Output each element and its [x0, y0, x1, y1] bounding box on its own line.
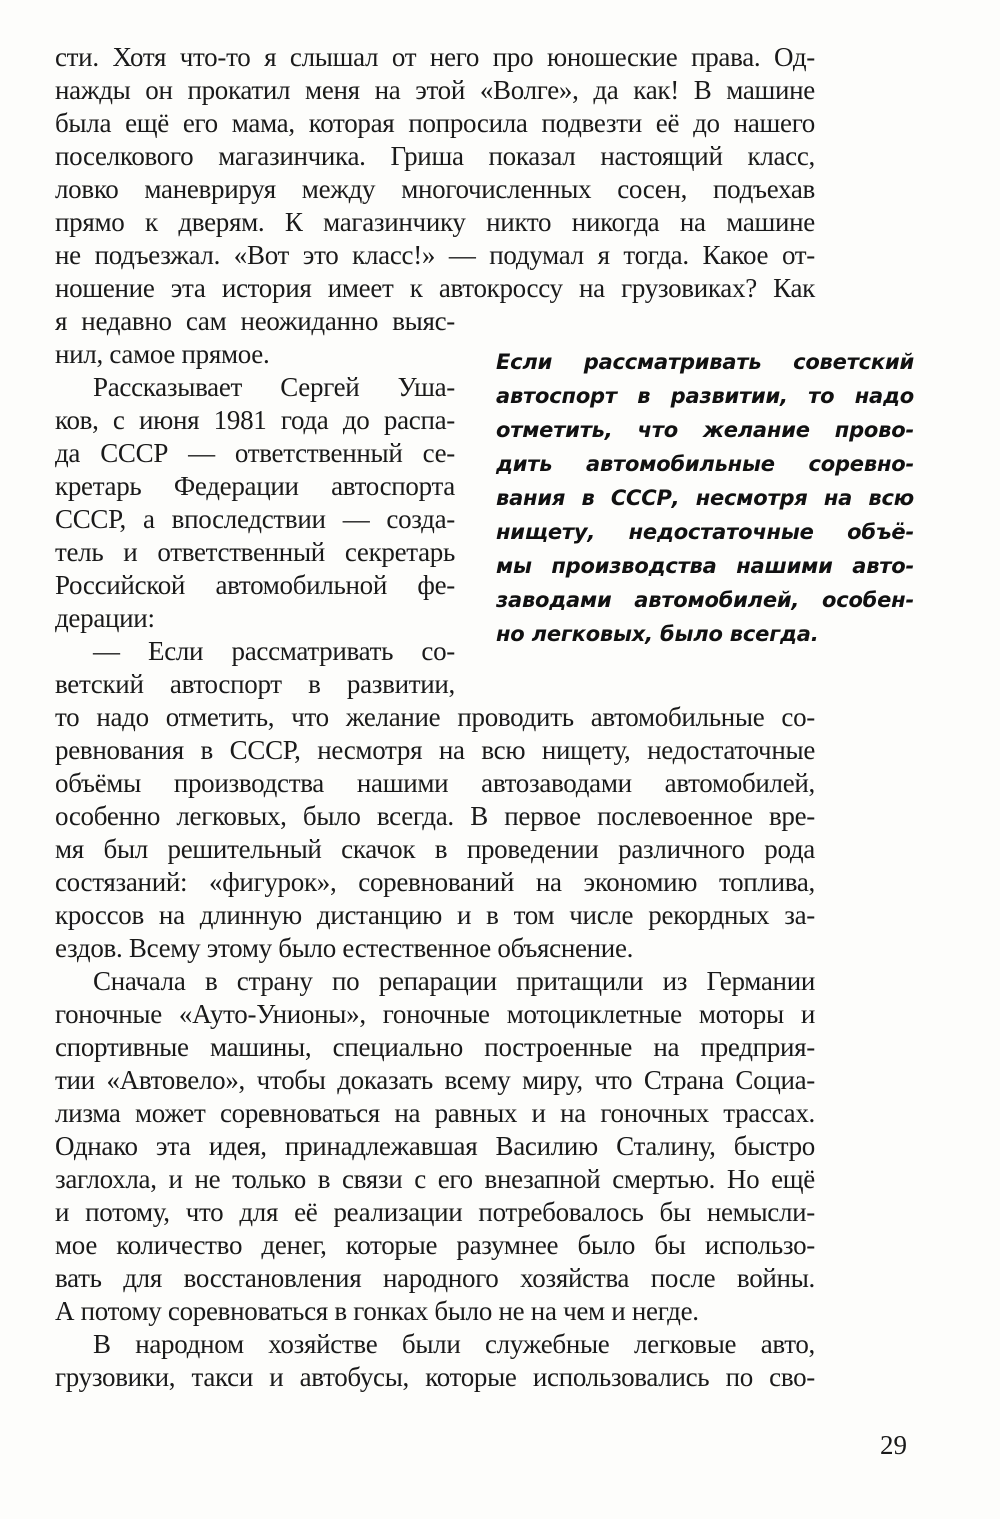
body-line: поселкового магазинчика. Гриша показал настоящий класс, — [55, 141, 815, 171]
pull-quote-line: автоспорт в развитии, то надо — [496, 384, 914, 408]
body-line: мое количество денег, которые разумнее было бы использо- — [55, 1230, 815, 1260]
body-line: и потому, что для её реализации потребовалось бы немысли- — [55, 1197, 815, 1227]
body-line: спортивные машины, специально построенные на предприя- — [55, 1032, 815, 1062]
body-line: особенно легковых, было всегда. В первое послевоенное вре- — [55, 801, 815, 831]
body-line: вать для восстановления народного хозяйства после войны. — [55, 1263, 815, 1293]
body-line: мя был решительный скачок в проведении различного рода — [55, 834, 815, 864]
body-line: — Если рассматривать со- — [93, 636, 455, 666]
body-line: гоночные «Ауто-Унионы», гоночные мотоциклетные моторы и — [55, 999, 815, 1029]
pull-quote-line: дить автомобильные соревно- — [496, 452, 914, 476]
body-line: кретарь Федерации автоспорта — [55, 471, 455, 501]
body-line: В народном хозяйстве были служебные легковые авто, — [93, 1329, 815, 1359]
body-line: Однако эта идея, принадлежавшая Василию Сталину, быстро — [55, 1131, 815, 1161]
body-line: я недавно сам неожиданно выяс- — [55, 306, 455, 336]
body-line: была ещё его мама, которая попросила подвезти её до нашего — [55, 108, 815, 138]
body-line: лизма может соревноваться на равных и на гоночных трассах. — [55, 1098, 815, 1128]
body-line: не подъезжал. «Вот это класс!» — подумал я тогда. Какое от- — [55, 240, 815, 270]
body-line: Рассказывает Сергей Ушa- — [93, 372, 455, 402]
pull-quote-line: нищету, недостаточные объё- — [496, 520, 914, 544]
body-line: кроссов на длинную дистанцию и в том числе рекордных за- — [55, 900, 815, 930]
body-line: Сначала в страну по репарации притащили из Германии — [93, 966, 815, 996]
body-line: ревнования в СССР, несмотря на всю нищету, недостаточные — [55, 735, 815, 765]
pull-quote-line: вания в СССР, несмотря на всю — [496, 486, 914, 510]
body-line: ветский автоспорт в развитии, — [55, 669, 455, 699]
body-line: ловко маневрируя между многочисленных сосен, подъехав — [55, 174, 815, 204]
body-line: грузовики, такси и автобусы, которые использовались по сво- — [55, 1362, 815, 1392]
pull-quote-line: заводами автомобилей, особен- — [496, 588, 914, 612]
body-line: заглохла, и не только в связи с его внезапной смертью. Но ещё — [55, 1164, 815, 1194]
pull-quote-line: но легковых, было всегда. — [496, 622, 819, 646]
pull-quote-line: мы производства нашими авто- — [496, 554, 914, 578]
body-line: то надо отметить, что желание проводить автомобильные со- — [55, 702, 815, 732]
body-line: нил, самое прямое. — [55, 339, 270, 369]
page-number: 29 — [880, 1430, 907, 1460]
body-line: СССР, а впоследствии — созда- — [55, 504, 455, 534]
body-line: сти. Хотя что-то я слышал от него про юношеские права. Од- — [55, 42, 815, 72]
body-line: тель и ответственный секретарь — [55, 537, 455, 567]
body-line: ков, с июня 1981 года до распа- — [55, 405, 455, 435]
body-line: прямо к дверям. К магазинчику никто никогда на машине — [55, 207, 815, 237]
body-line: А потому соревноваться в гонках было не на чем и негде. — [55, 1296, 699, 1326]
body-line: объёмы производства нашими автозаводами автомобилей, — [55, 768, 815, 798]
body-line: состязаний: «фигурок», соревнований на экономию топлива, — [55, 867, 815, 897]
body-line: тии «Автовело», чтобы доказать всему миру, что Страна Социа- — [55, 1065, 815, 1095]
body-line: нажды он прокатил меня на этой «Волге», да как! В машине — [55, 75, 815, 105]
pull-quote-line: отметить, что желание прово- — [496, 418, 914, 442]
pull-quote-line: Если рассматривать советский — [496, 350, 914, 374]
body-line: дерации: — [55, 603, 155, 633]
body-line: Российской автомобильной фе- — [55, 570, 455, 600]
body-line: ношение эта история имеет к автокроссу на грузовиках? Как — [55, 273, 815, 303]
body-line: ездов. Всему этому было естественное объяснение. — [55, 933, 634, 963]
body-line: да СССР — ответственный се- — [55, 438, 455, 468]
